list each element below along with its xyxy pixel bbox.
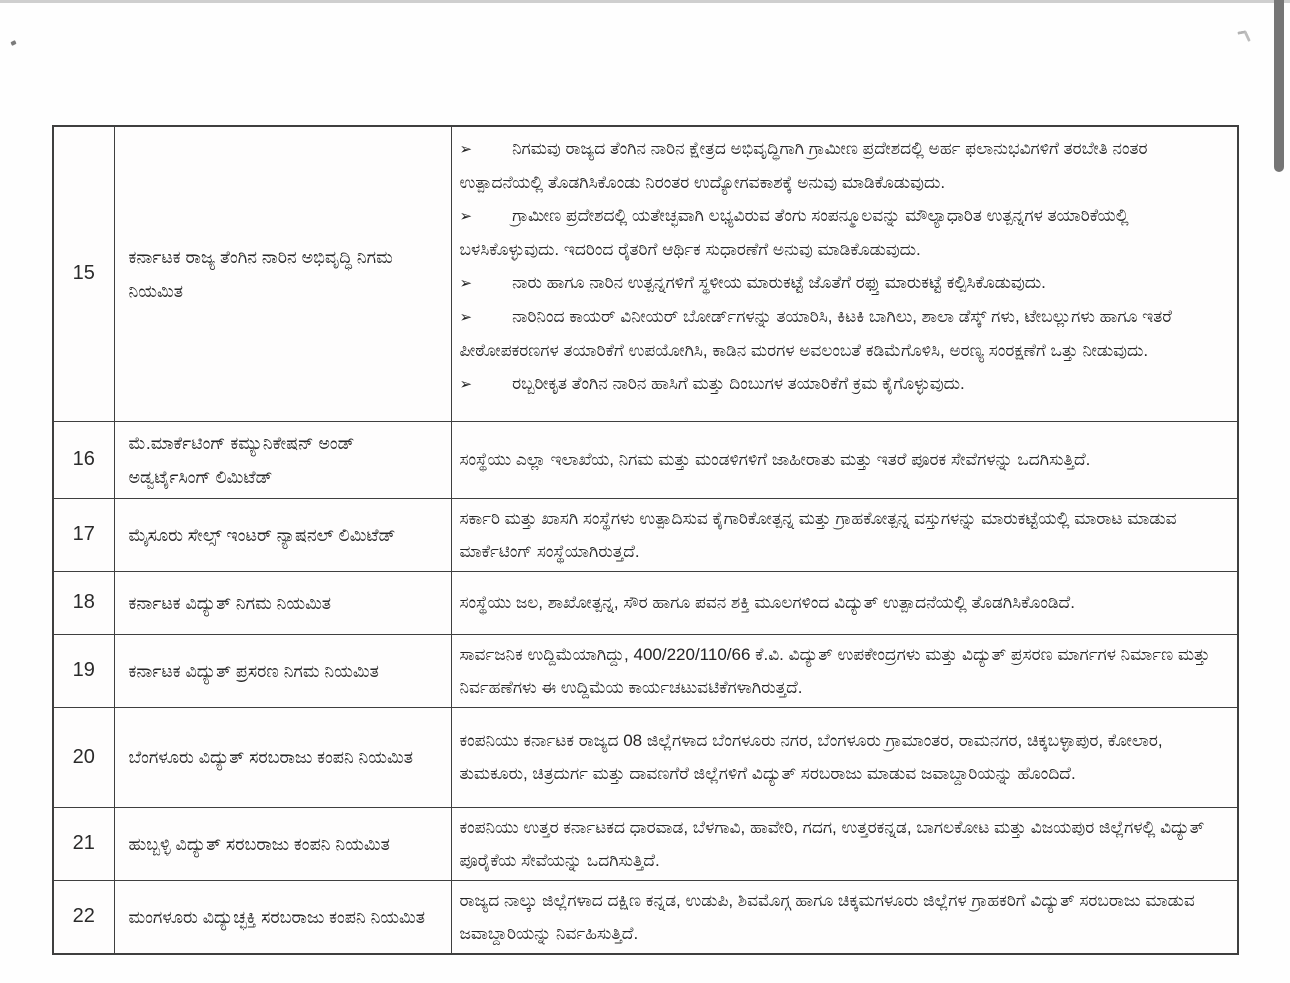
row-number: 21	[53, 807, 114, 880]
table-row	[53, 807, 1238, 880]
scrollbar-thumb[interactable]	[1274, 0, 1284, 172]
row-number: 19	[53, 634, 114, 707]
org-description: ಕಂಪನಿಯು ಉತ್ತರ ಕರ್ನಾಟಕದ ಧಾರವಾಡ, ಬೆಳಗಾವಿ, ಹಾವೇರಿ, ಗದಗ, ಉತ್ತರಕನ್ನಡ, ಬಾಗಲಕೋಟ ಮತ್ತು ವಿಜಯಪುರ ಜಿಲ್ಲೆಗಳಲ್ಲಿ ವಿದ್ಯುತ್ ಪೂರೈಕೆಯ ಸೇವೆಯನ್ನು ಒದಗಿಸುತ್ತಿದೆ.	[451, 807, 1238, 880]
row-number: 17	[53, 498, 114, 571]
org-description: ಸಂಸ್ಥೆಯು ಜಲ, ಶಾಖೋತ್ಪನ್ನ, ಸೌರ ಹಾಗೂ ಪವನ ಶಕ್ತಿ ಮೂಲಗಳಿಂದ ವಿದ್ಯುತ್ ಉತ್ಪಾದನೆಯಲ್ಲಿ ತೊಡಗಿಸಿಕೊಂಡಿದೆ.	[451, 571, 1238, 634]
bullet-text: ಗ್ರಾಮೀಣ ಪ್ರದೇಶದಲ್ಲಿ ಯತೇಚ್ಛವಾಗಿ ಲಭ್ಯವಿರುವ ತೆಂಗು ಸಂಪನ್ಮೂಲವನ್ನು ಮೌಲ್ಯಾಧಾರಿತ ಉತ್ಪನ್ನಗಳ ತಯಾರಿಕೆಯಲ್ಲಿ ಬಳಸಿಕೊಳ್ಳುವುದು. ಇದರಿಂದ ರೈತರಿಗೆ ಆರ್ಥಿಕ ಸುಧಾರಣೆಗೆ ಅನುವು ಮಾಡಿಕೊಡುವುದು.	[459, 206, 1129, 259]
bullet-arrow-icon: ➢	[459, 376, 473, 393]
bullet-arrow-icon: ➢	[459, 275, 473, 292]
bullet-item	[460, 367, 1230, 401]
row-number: 16	[53, 421, 114, 498]
scan-artifact-speck-icon	[10, 40, 16, 46]
bullet-text: ನಿಗಮವು ರಾಜ್ಯದ ತೆಂಗಿನ ನಾರಿನ ಕ್ಷೇತ್ರದ ಅಭಿವೃದ್ಧಿಗಾಗಿ ಗ್ರಾಮೀಣ ಪ್ರದೇಶದಲ್ಲಿ ಅರ್ಹ ಫಲಾನುಭವಿಗಳಿಗೆ ತರಬೇತಿ ನಂತರ ಉತ್ಪಾದನೆಯಲ್ಲಿ ತೊಡಗಿಸಿಕೊಂಡು ನಿರಂತರ ಉದ್ಯೋಗವಕಾಶಕ್ಕೆ ಅನುವು ಮಾಡಿಕೊಡುವುದು.	[459, 139, 1148, 192]
org-name: ಮಂಗಳೂರು ವಿದ್ಯುಚ್ಛಕ್ತಿ ಸರಬರಾಜು ಕಂಪನಿ ನಿಯಮಿತ	[114, 880, 451, 954]
org-description: ಕಂಪನಿಯು ಕರ್ನಾಟಕ ರಾಜ್ಯದ 08 ಜಿಲ್ಲೆಗಳಾದ ಬೆಂಗಳೂರು ನಗರ, ಬೆಂಗಳೂರು ಗ್ರಾಮಾಂತರ, ರಾಮನಗರ, ಚಿಕ್ಕಬಳ್ಳಾಪುರ, ಕೋಲಾರ, ತುಮಕೂರು, ಚಿತ್ರದುರ್ಗ ಮತ್ತು ದಾವಣಗೆರೆ ಜಿಲ್ಲೆಗಳಿಗೆ ವಿದ್ಯುತ್ ಸರಬರಾಜು ಮಾಡುವ ಜವಾಬ್ದಾರಿಯನ್ನು ಹೊಂದಿದೆ.	[451, 707, 1238, 807]
row-number: 18	[53, 571, 114, 634]
bullet-text: ರಬ್ಬರೀಕೃತ ತೆಂಗಿನ ನಾರಿನ ಹಾಸಿಗೆ ಮತ್ತು ದಿಂಬುಗಳ ತಯಾರಿಕೆಗೆ ಕ್ರಮ ಕೈಗೊಳ್ಳುವುದು.	[512, 374, 965, 393]
bullet-text: ನಾರು ಹಾಗೂ ನಾರಿನ ಉತ್ಪನ್ನಗಳಿಗೆ ಸ್ಥಳೀಯ ಮಾರುಕಟ್ಟೆ ಜೊತೆಗೆ ರಫ್ತು ಮಾರುಕಟ್ಟೆ ಕಲ್ಪಿಸಿಕೊಡುವುದು.	[512, 273, 1046, 292]
bullet-arrow-icon: ➢	[459, 208, 473, 225]
row-number: 15	[53, 126, 114, 421]
org-description	[451, 126, 1238, 421]
org-name: ಮೈಸೂರು ಸೇಲ್ಸ್ ಇಂಟರ್ ನ್ಯಾಷನಲ್ ಲಿಮಿಟೆಡ್	[114, 498, 451, 571]
bullet-item	[460, 199, 1230, 266]
row-number: 20	[53, 707, 114, 807]
table-row	[53, 707, 1238, 807]
scan-top-edge	[0, 0, 1290, 3]
org-name: ಬೆಂಗಳೂರು ವಿದ್ಯುತ್ ಸರಬರಾಜು ಕಂಪನಿ ನಿಯಮಿತ	[114, 707, 451, 807]
org-name: ಕರ್ನಾಟಕ ವಿದ್ಯುತ್ ಪ್ರಸರಣ ನಿಗಮ ನಿಯಮಿತ	[114, 634, 451, 707]
row-number: 22	[53, 880, 114, 954]
org-name: ಮೆ.ಮಾರ್ಕೆಟಿಂಗ್ ಕಮ್ಯುನಿಕೇಷನ್ ಅಂಡ್ ಅಡ್ವರ್ಟೈಸಿಂಗ್ ಲಿಮಿಟೆಡ್	[114, 421, 451, 498]
org-description: ಸರ್ಕಾರಿ ಮತ್ತು ಖಾಸಗಿ ಸಂಸ್ಥೆಗಳು ಉತ್ಪಾದಿಸುವ ಕೈಗಾರಿಕೋತ್ಪನ್ನ ಮತ್ತು ಗ್ರಾಹಕೋತ್ಪನ್ನ ವಸ್ತುಗಳನ್ನು ಮಾರುಕಟ್ಟೆಯಲ್ಲಿ ಮಾರಾಟ ಮಾಡುವ ಮಾರ್ಕೆಟಿಂಗ್ ಸಂಸ್ಥೆಯಾಗಿರುತ್ತದೆ.	[451, 498, 1238, 571]
table-body	[53, 126, 1238, 954]
bullet-item	[460, 132, 1230, 199]
corporations-table	[52, 125, 1239, 955]
table-row	[53, 634, 1238, 707]
scrollbar-track[interactable]	[1270, 0, 1284, 983]
scan-artifact-mark-icon	[1237, 30, 1251, 42]
org-name: ಹುಬ್ಬಳ್ಳಿ ವಿದ್ಯುತ್ ಸರಬರಾಜು ಕಂಪನಿ ನಿಯಮಿತ	[114, 807, 451, 880]
table-row	[53, 421, 1238, 498]
org-name: ಕರ್ನಾಟಕ ರಾಜ್ಯ ತೆಂಗಿನ ನಾರಿನ ಅಭಿವೃದ್ಧಿ ನಿಗಮ ನಿಯಮಿತ	[114, 126, 451, 421]
table-row	[53, 880, 1238, 954]
table-row	[53, 498, 1238, 571]
org-description: ಸಾರ್ವಜನಿಕ ಉದ್ದಿಮೆಯಾಗಿದ್ದು, 400/220/110/66 ಕೆ.ವಿ. ವಿದ್ಯುತ್ ಉಪಕೇಂದ್ರಗಳು ಮತ್ತು ವಿದ್ಯುತ್ ಪ್ರಸರಣ ಮಾರ್ಗಗಳ ನಿರ್ಮಾಣ ಮತ್ತು ನಿರ್ವಹಣೆಗಳು ಈ ಉದ್ದಿಮೆಯ ಕಾರ್ಯಚಟುವಟಿಕೆಗಳಾಗಿರುತ್ತದೆ.	[451, 634, 1238, 707]
bullet-arrow-icon: ➢	[459, 141, 473, 158]
table-row	[53, 126, 1238, 421]
org-description: ಸಂಸ್ಥೆಯು ಎಲ್ಲಾ ಇಲಾಖೆಯ, ನಿಗಮ ಮತ್ತು ಮಂಡಳಿಗಳಿಗೆ ಜಾಹೀರಾತು ಮತ್ತು ಇತರೆ ಪೂರಕ ಸೇವೆಗಳನ್ನು ಒದಗಿಸುತ್ತಿದೆ.	[451, 421, 1238, 498]
bullet-item	[460, 300, 1230, 367]
org-name: ಕರ್ನಾಟಕ ವಿದ್ಯುತ್ ನಿಗಮ ನಿಯಮಿತ	[114, 571, 451, 634]
bullet-item	[460, 266, 1230, 300]
bullet-arrow-icon: ➢	[459, 309, 473, 326]
org-description: ರಾಜ್ಯದ ನಾಲ್ಕು ಜಿಲ್ಲೆಗಳಾದ ದಕ್ಷಿಣ ಕನ್ನಡ, ಉಡುಪಿ, ಶಿವಮೊಗ್ಗ ಹಾಗೂ ಚಿಕ್ಕಮಗಳೂರು ಜಿಲ್ಲೆಗಳ ಗ್ರಾಹಕರಿಗೆ ವಿದ್ಯುತ್ ಸರಬರಾಜು ಮಾಡುವ ಜವಾಬ್ದಾರಿಯನ್ನು ನಿರ್ವಹಿಸುತ್ತಿದೆ.	[451, 880, 1238, 954]
bullet-text: ನಾರಿನಿಂದ ಕಾಯರ್ ವಿನೀಯರ್ ಬೋರ್ಡ್‌ಗಳನ್ನು ತಯಾರಿಸಿ, ಕಿಟಕಿ ಬಾಗಿಲು, ಶಾಲಾ ಡೆಸ್ಕ್ ಗಳು, ಟೇಬಲ್ಲುಗಳು ಹಾಗೂ ಇತರೆ ಪೀಠೋಪಕರಣಗಳ ತಯಾರಿಕೆಗೆ ಉಪಯೋಗಿಸಿ, ಕಾಡಿನ ಮರಗಳ ಅವಲಂಬತೆ ಕಡಿಮೆಗೊಳಿಸಿ, ಅರಣ್ಯ ಸಂರಕ್ಷಣೆಗೆ ಒತ್ತು ನೀಡುವುದು.	[459, 307, 1172, 360]
table-row	[53, 571, 1238, 634]
